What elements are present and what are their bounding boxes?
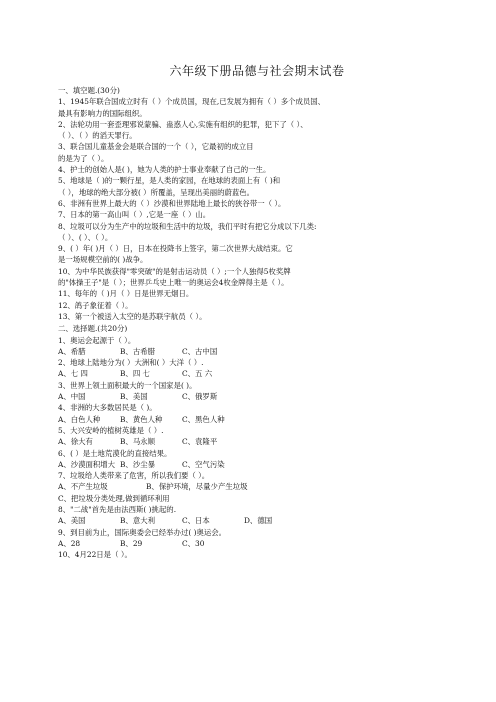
choice-options bbox=[58, 538, 456, 549]
choice-option[interactable]: B、29 bbox=[120, 538, 143, 548]
choice-option[interactable]: D、德国 bbox=[244, 516, 273, 526]
choice-option[interactable]: B、四 七 bbox=[120, 369, 150, 379]
choice-question: 5、大兴安岭的植树英雄是（ ）. bbox=[58, 425, 164, 435]
choice-option[interactable]: B、古希腊 bbox=[120, 346, 155, 356]
choice-option[interactable]: A、中国 bbox=[58, 392, 86, 402]
choice-option[interactable]: B、马永顺 bbox=[120, 437, 155, 447]
choice-option[interactable]: A、美国 bbox=[58, 516, 86, 526]
question-line: 2、法轮功用一套歪理邪说蒙骗、蛊惑人心,实施有组织的犯罪，犯下了（ ）、 bbox=[58, 119, 308, 129]
choice-question: 10、4月22日是（ ）。 bbox=[58, 550, 132, 560]
choice-option[interactable]: C、五 六 bbox=[182, 369, 213, 379]
choice-question: 4、非洲的大多数居民是（ )。 bbox=[58, 403, 157, 413]
question-line: 11、每年的（ )月（ ）日是世界无烟日。 bbox=[58, 289, 194, 299]
choice-question: 1、奥运会起源于（ ）。 bbox=[58, 335, 136, 345]
choice-options bbox=[58, 414, 456, 425]
choice-option[interactable]: A、白色人种 bbox=[58, 414, 101, 424]
choice-options bbox=[58, 481, 456, 492]
question-line: 8、垃圾可以分为生产中的垃圾和生活中的垃圾，我们平时有把它分成以下几类: bbox=[58, 221, 317, 231]
question-line: 的是为了（ ）。 bbox=[58, 153, 109, 163]
question-line: 的"体操王子"是（ ）；世界乒乓史上唯一的奥运会4枚金牌得主是（ ）。 bbox=[58, 278, 289, 288]
section-heading-fill-in: 一、填空题.(30分) bbox=[58, 86, 120, 95]
choice-question: 7、垃圾给人类带来了危害，所以我们要（ ）。 bbox=[58, 471, 210, 481]
choice-question: 2、地球上陆地分为( ）大洲和( ）大洋（ ）. bbox=[58, 358, 204, 368]
choice-options bbox=[58, 493, 456, 504]
choice-question: 9、到目前为止，国际奥委会已经举办过( )奥运会。 bbox=[58, 527, 227, 537]
question-line: 4、护士的创始人是( )，她为人类的护士事业奉献了自己的一生。 bbox=[58, 165, 271, 175]
choice-options bbox=[58, 346, 456, 357]
choice-option[interactable]: B、美国 bbox=[120, 392, 148, 402]
choice-option[interactable]: C、30 bbox=[182, 538, 205, 548]
choice-option[interactable]: C、古中国 bbox=[182, 346, 218, 356]
choice-options bbox=[58, 459, 456, 470]
choice-option[interactable]: B、意大利 bbox=[120, 516, 155, 526]
choice-option[interactable]: B、沙尘暴 bbox=[120, 459, 155, 469]
choice-option[interactable]: B、黄色人种 bbox=[120, 414, 163, 424]
section-heading-choice: 二、选择题.(共20分) bbox=[58, 324, 128, 334]
page-title: 六年级下册品德与社会期末试卷 bbox=[169, 64, 345, 78]
question-line: （ ），地球的绝大部分被( ）所覆盖，呈现出美丽的蔚蓝色。 bbox=[58, 187, 255, 197]
choice-option[interactable]: C、袁隆平 bbox=[182, 437, 218, 447]
choice-option[interactable]: C、空气污染 bbox=[182, 459, 225, 469]
question-line: （ ）、( ）、（ ）。 bbox=[58, 232, 113, 242]
choice-question: 6、( ）是土地荒漠化的直接结果。 bbox=[58, 448, 172, 458]
question-line: （ ）、（ ）的滔天罪行。 bbox=[58, 131, 137, 141]
choice-option[interactable]: A、28 bbox=[58, 538, 81, 548]
question-line: 5、地球是（ )的一颗行星，是人类的家园，在地球的表面上有（ )和 bbox=[58, 176, 281, 186]
choice-question: 3、世界上领土面积最大的一个国家是( )。 bbox=[58, 380, 197, 390]
choice-option[interactable]: C、俄罗斯 bbox=[182, 392, 218, 402]
choice-option[interactable]: C、把垃圾分类处理,做到循环利用 bbox=[58, 493, 170, 503]
question-line: 12、鸽子象征着（ ）。 bbox=[58, 300, 133, 310]
fill-in-questions bbox=[58, 96, 456, 322]
choice-options bbox=[58, 436, 456, 447]
question-line: 6、非洲有世界上最大的（ ）沙漠和世界陆地上最长的狭谷带一（ ）。 bbox=[58, 198, 286, 208]
choice-option[interactable]: A、不产生垃圾 bbox=[58, 482, 108, 492]
choice-questions bbox=[58, 335, 456, 561]
choice-option[interactable]: A、沙漠面积增大 bbox=[58, 459, 116, 469]
question-line: 13、第一个被送入太空的是苏联宇航员（ ）。 bbox=[58, 311, 207, 321]
choice-options bbox=[58, 368, 456, 379]
choice-options bbox=[58, 515, 456, 526]
question-line: 最具有影响力的国际组织。 bbox=[58, 108, 147, 118]
question-line: 10、为中华民族获得"零突破"的是射击运动员（ ）;一个人独得5枚奖牌 bbox=[58, 266, 291, 276]
choice-option[interactable]: A、徐大有 bbox=[58, 437, 93, 447]
question-line: 7、日本的第一高山叫（ ）,它是一座（ ）山。 bbox=[58, 210, 211, 220]
question-line: 3、联合国儿童基金会是联合国的一个（ ），它最初的成立目 bbox=[58, 142, 254, 152]
choice-option[interactable]: A、七 四 bbox=[58, 369, 88, 379]
choice-option[interactable]: C、日本 bbox=[182, 516, 210, 526]
choice-options bbox=[58, 391, 456, 402]
choice-option[interactable]: C、黑色人种 bbox=[182, 414, 225, 424]
question-line: 是一场规模空前的( )战争。 bbox=[58, 255, 148, 265]
choice-option[interactable]: B、保护环境，尽量少产生垃圾 bbox=[146, 482, 248, 492]
question-line: 1、1945年联合国成立时有（ ）个成员国，现在,已发展为拥有（ ）多个成员国、 bbox=[58, 97, 326, 107]
question-line: 9、( ）年( )月（ ）日，日本在投降书上签字，第二次世界大战结束。它 bbox=[58, 244, 293, 254]
choice-question: 8、"二战"首先是由法西斯( )挑起的. bbox=[58, 504, 177, 514]
choice-option[interactable]: A、希腊 bbox=[58, 346, 86, 356]
